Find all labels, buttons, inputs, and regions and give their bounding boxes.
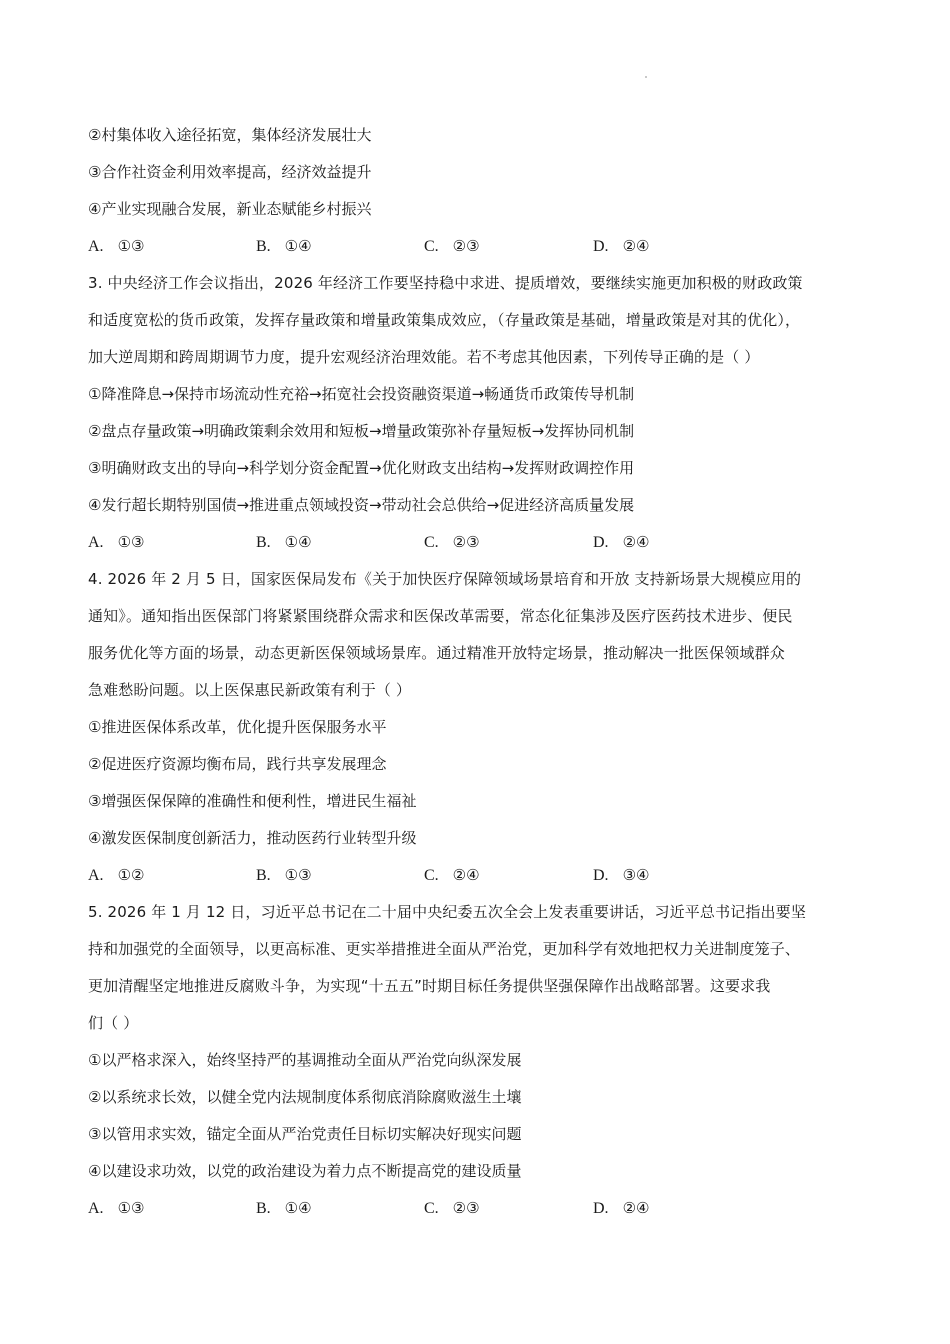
q5-options bbox=[88, 1190, 870, 1227]
q5-item-1: ①以严格求深入，始终坚持严的基调推动全面从严治党向纵深发展 bbox=[88, 1051, 522, 1069]
q2-option-b: B. ①④ bbox=[256, 237, 312, 255]
q5-option-c: C. ②③ bbox=[424, 1199, 480, 1217]
q5-stem-line-1: 5. 2026 年 1 月 12 日，习近平总书记在二十届中央纪委五次全会上发表重要讲话，习近平总书记指出要坚 bbox=[88, 903, 806, 921]
q4-stem-line-3: 服务优化等方面的场景，动态更新医保领域场景库。通过精准开放特定场景，推动解决一批医保领域群众 bbox=[88, 644, 785, 662]
q4-option-a: A. ①② bbox=[88, 866, 145, 884]
q3-stem-line-1: 3. 中央经济工作会议指出，2026 年经济工作要坚持稳中求进、提质增效，要继续实施更加积极的财政政策 bbox=[88, 274, 803, 292]
scan-speck bbox=[645, 76, 647, 78]
q4-options bbox=[88, 857, 870, 894]
q4-stem-line-4: 急难愁盼问题。以上医保惠民新政策有利于（ ） bbox=[88, 681, 412, 699]
q2-options bbox=[88, 228, 870, 265]
question-3 bbox=[88, 265, 870, 561]
q4-item-2: ②促进医疗资源均衡布局，践行共享发展理念 bbox=[88, 755, 387, 773]
q2-option-d: D. ②④ bbox=[593, 237, 650, 255]
q3-item-1: ①降准降息→保持市场流动性充裕→拓宽社会投资融资渠道→畅通货币政策传导机制 bbox=[88, 385, 635, 403]
question-2-tail bbox=[88, 117, 870, 265]
q5-option-d: D. ②④ bbox=[593, 1199, 650, 1217]
q3-option-d: D. ②④ bbox=[593, 533, 650, 551]
q3-item-3: ③明确财政支出的导向→科学划分资金配置→优化财政支出结构→发挥财政调控作用 bbox=[88, 459, 635, 477]
q3-item-4: ④发行超长期特别国债→推进重点领域投资→带动社会总供给→促进经济高质量发展 bbox=[88, 496, 635, 514]
q4-option-d: D. ③④ bbox=[593, 866, 650, 884]
question-5 bbox=[88, 894, 870, 1227]
q3-option-b: B. ①④ bbox=[256, 533, 312, 551]
q2-item-3: ③合作社资金利用效率提高，经济效益提升 bbox=[88, 163, 372, 181]
q4-stem-line-1: 4. 2026 年 2 月 5 日，国家医保局发布《关于加快医疗保障领域场景培育和开放 支持新场景大规模应用的 bbox=[88, 570, 802, 588]
q4-stem-line-2: 通知》。通知指出医保部门将紧紧围绕群众需求和医保改革需要，常态化征集涉及医疗医药技术进步、便民 bbox=[88, 607, 793, 625]
q5-stem-line-3: 更加清醒坚定地推进反腐败斗争，为实现“十五五”时期目标任务提供坚强保障作出战略部署。这要求我 bbox=[88, 977, 771, 995]
q3-options bbox=[88, 524, 870, 561]
q5-stem-line-4: 们（ ） bbox=[88, 1014, 139, 1032]
q2-item-2: ②村集体收入途径拓宽，集体经济发展壮大 bbox=[88, 126, 372, 144]
q5-option-a: A. ①③ bbox=[88, 1199, 145, 1217]
q2-option-a: A. ①③ bbox=[88, 237, 145, 255]
q3-option-a: A. ①③ bbox=[88, 533, 145, 551]
q5-item-4: ④以建设求功效，以党的政治建设为着力点不断提高党的建设质量 bbox=[88, 1162, 522, 1180]
q2-option-c: C. ②③ bbox=[424, 237, 480, 255]
q4-option-c: C. ②④ bbox=[424, 866, 480, 884]
q3-stem-line-2: 和适度宽松的货币政策，发挥存量政策和增量政策集成效应，（存量政策是基础，增量政策是对其的优化）， bbox=[88, 311, 801, 329]
q4-option-b: B. ①③ bbox=[256, 866, 312, 884]
q3-option-c: C. ②③ bbox=[424, 533, 480, 551]
q2-item-4: ④产业实现融合发展，新业态赋能乡村振兴 bbox=[88, 200, 372, 218]
q5-item-3: ③以管用求实效，锚定全面从严治党责任目标切实解决好现实问题 bbox=[88, 1125, 522, 1143]
q4-item-1: ①推进医保体系改革，优化提升医保服务水平 bbox=[88, 718, 387, 736]
q5-option-b: B. ①④ bbox=[256, 1199, 312, 1217]
q4-item-4: ④激发医保制度创新活力，推动医药行业转型升级 bbox=[88, 829, 417, 847]
q3-item-2: ②盘点存量政策→明确政策剩余效用和短板→增量政策弥补存量短板→发挥协同机制 bbox=[88, 422, 635, 440]
question-4 bbox=[88, 561, 870, 894]
q5-stem-line-2: 持和加强党的全面领导，以更高标准、更实举措推进全面从严治党，更加科学有效地把权力关进制度笼子、 bbox=[88, 940, 801, 958]
q5-item-2: ②以系统求长效，以健全党内法规制度体系彻底消除腐败滋生土壤 bbox=[88, 1088, 522, 1106]
q4-item-3: ③增强医保保障的准确性和便利性，增进民生福祉 bbox=[88, 792, 417, 810]
q3-stem-line-3: 加大逆周期和跨周期调节力度，提升宏观经济治理效能。若不考虑其他因素，下列传导正确的是（ ） bbox=[88, 348, 760, 366]
